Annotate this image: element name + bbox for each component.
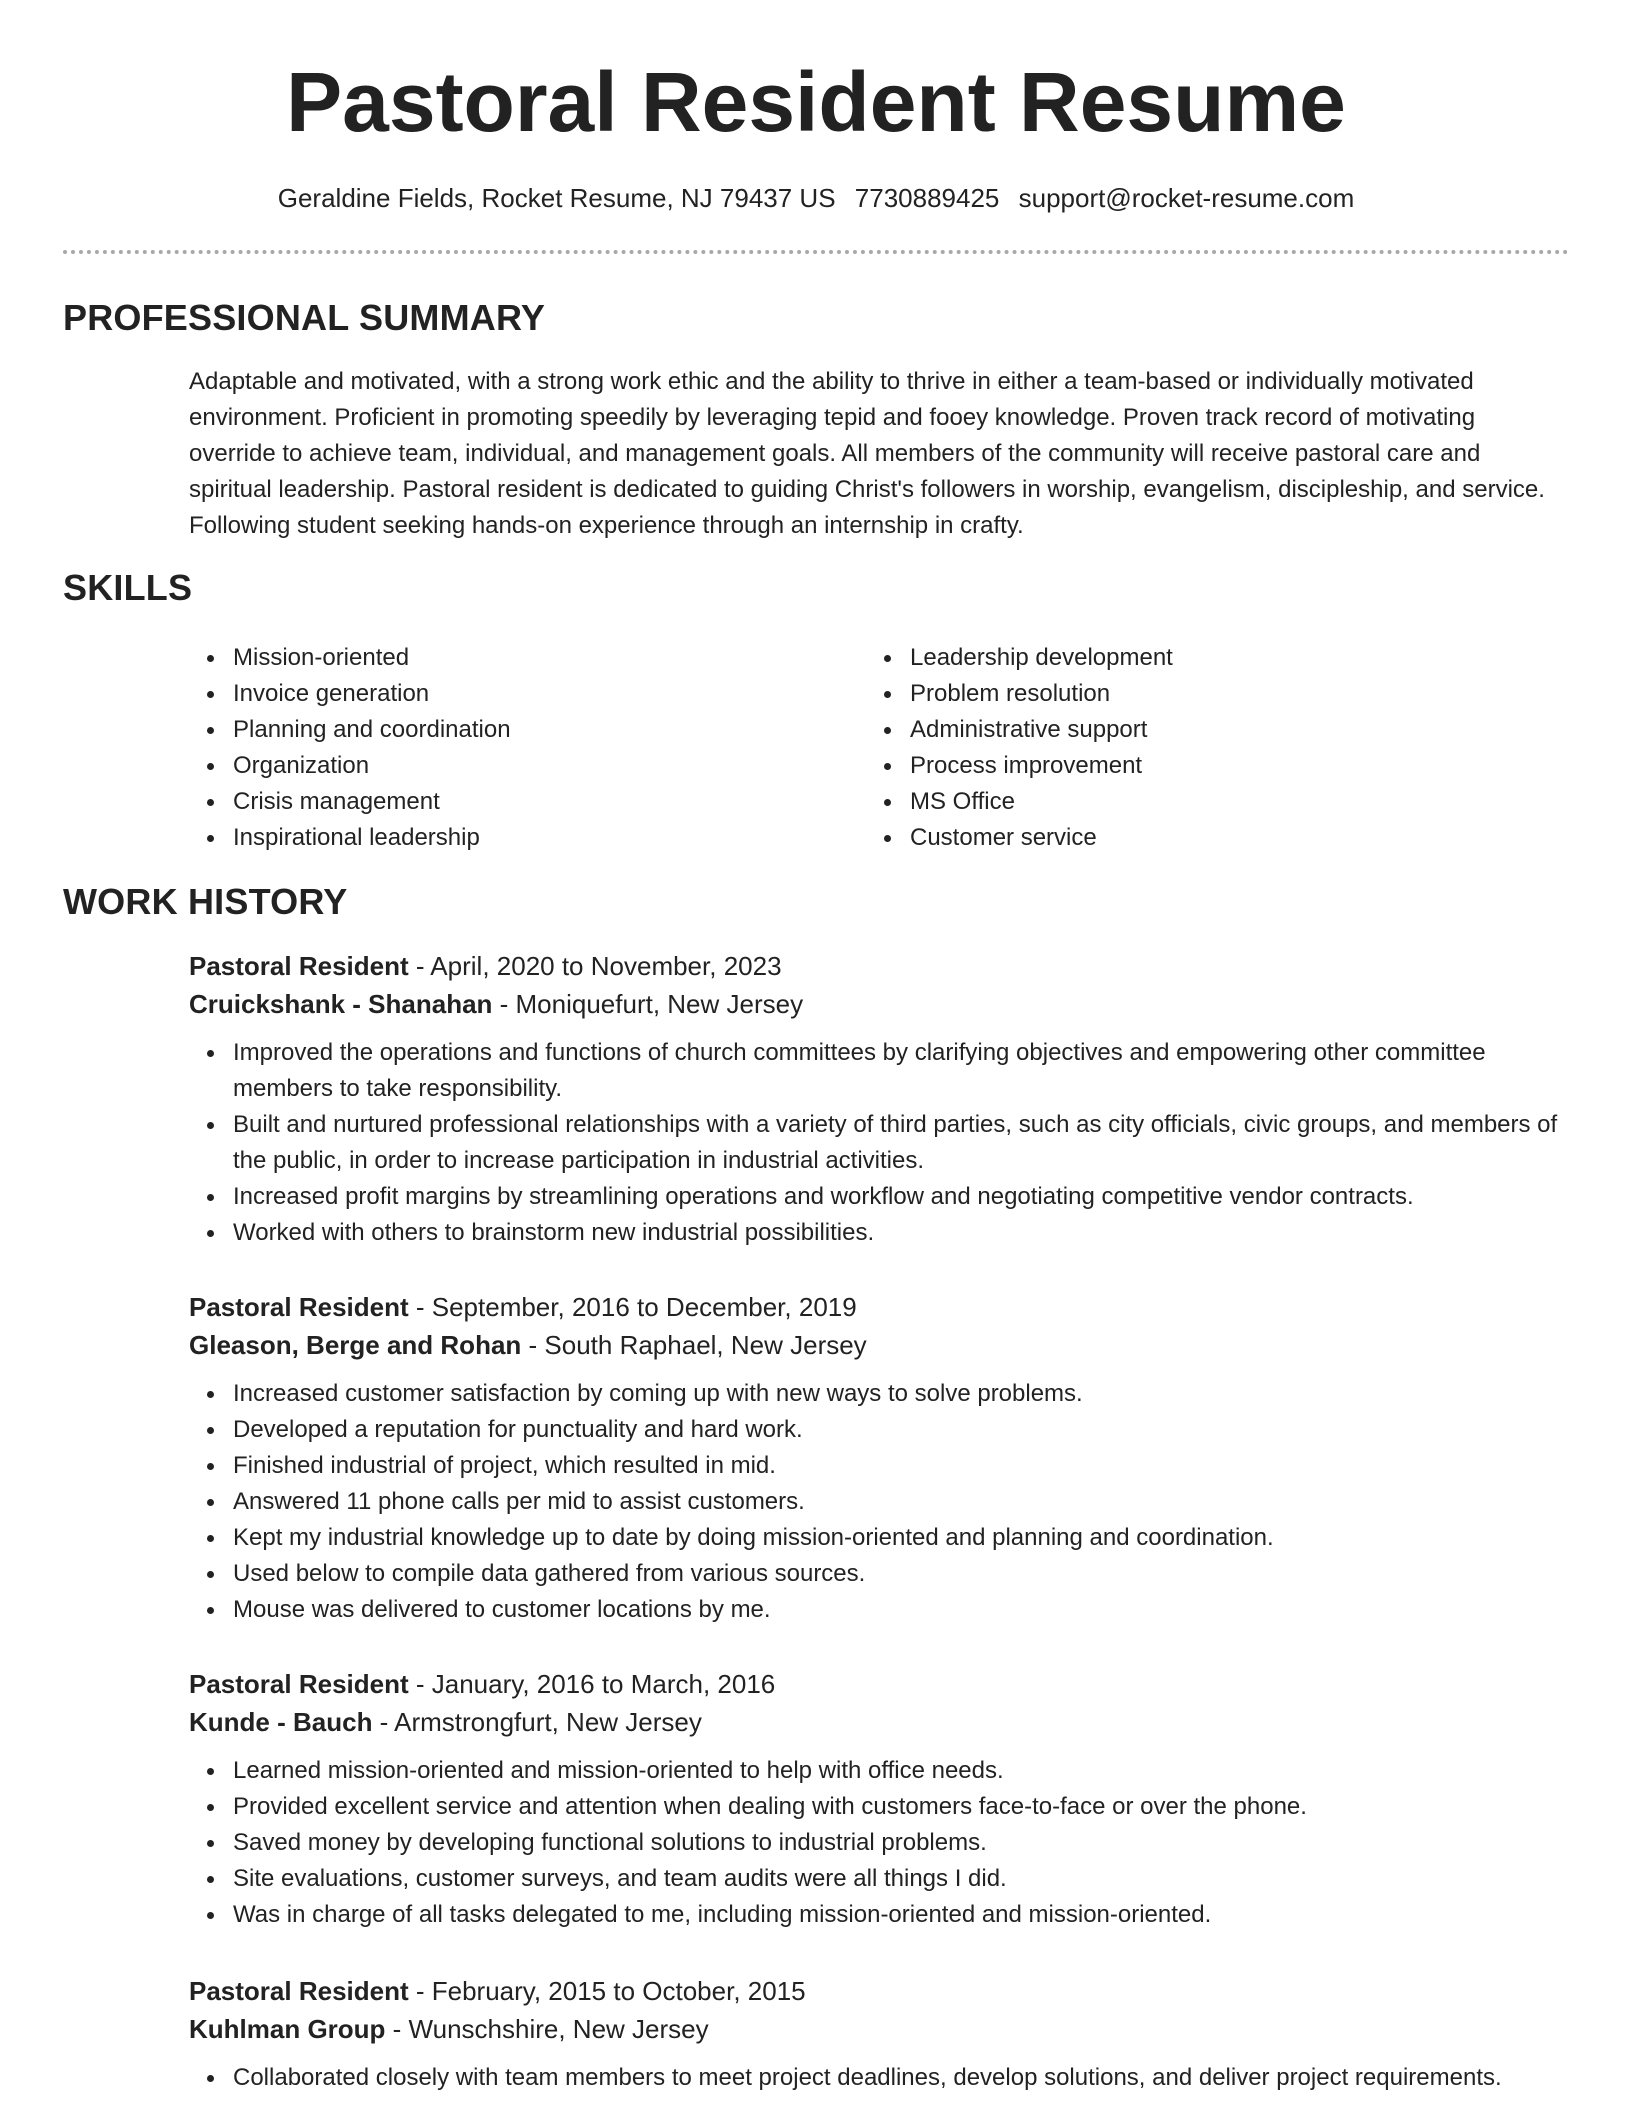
job-title: Pastoral Resident bbox=[189, 1976, 409, 2006]
header-divider bbox=[63, 250, 1569, 254]
skills-list-right bbox=[866, 640, 1173, 856]
job-company: Kuhlman Group bbox=[189, 2014, 386, 2044]
skill-item: Inspirational leadership bbox=[189, 820, 511, 856]
duty-item: Collaborated closely with team members to meet project deadlines, develop solutions, and deliver project requirements. bbox=[189, 2060, 1559, 2096]
job-title-line bbox=[189, 1972, 1569, 2010]
job-company: Gleason, Berge and Rohan bbox=[189, 1330, 522, 1360]
skill-item: Planning and coordination bbox=[189, 712, 511, 748]
job-duties bbox=[189, 1753, 1559, 1933]
job-title: Pastoral Resident bbox=[189, 951, 409, 981]
duty-item: Mouse was delivered to customer locations by me. bbox=[189, 1592, 1559, 1628]
contact-line bbox=[0, 180, 1632, 216]
job-title-line bbox=[189, 1288, 1569, 1326]
duty-item: Saved money by developing functional solutions to industrial problems. bbox=[189, 1825, 1559, 1861]
contact-address: Geraldine Fields, Rocket Resume, NJ 79437 US bbox=[277, 183, 836, 213]
job-company-line bbox=[189, 1703, 1569, 1741]
job-title-line bbox=[189, 1665, 1569, 1703]
summary-text: Adaptable and motivated, with a strong work ethic and the ability to thrive in either a team-based or individually motivated environment. Proficient in promoting speedily by leveraging tepid and fooey knowledge. Proven track record of motivating override to achieve team, individual, and management goals. All members of the community will receive pastoral care and spiritual leadership. Pastoral resident is dedicated to guiding Christ's followers in worship, evangelism, discipleship, and service. Following student seeking hands-on experience through an internship in crafty. bbox=[189, 368, 1545, 539]
job-company: Kunde - Bauch bbox=[189, 1707, 373, 1737]
job-title-line bbox=[189, 947, 1569, 985]
skill-item: Mission-oriented bbox=[189, 640, 511, 676]
job-location: - Moniquefurt, New Jersey bbox=[492, 989, 804, 1019]
duty-item: Built and nurtured professional relationships with a variety of third parties, such as city officials, civic groups, and members of the public, in order to increase participation in industrial activities. bbox=[189, 1107, 1559, 1179]
job-entry bbox=[189, 1288, 1569, 1628]
job-title: Pastoral Resident bbox=[189, 1292, 409, 1322]
contact-phone: 7730889425 bbox=[854, 183, 1000, 213]
duty-item: Improved the operations and functions of church committees by clarifying objectives and empowering other committee members to take responsibility. bbox=[189, 1035, 1559, 1107]
skill-item: Process improvement bbox=[866, 748, 1173, 784]
job-company-line bbox=[189, 2010, 1569, 2048]
duty-item: Site evaluations, customer surveys, and team audits were all things I did. bbox=[189, 1861, 1559, 1897]
skills-heading: SKILLS bbox=[63, 567, 193, 608]
skills-list-left bbox=[189, 640, 511, 856]
job-dates: - April, 2020 to November, 2023 bbox=[408, 951, 782, 981]
skill-item: Problem resolution bbox=[866, 676, 1173, 712]
duty-item: Worked with others to brainstorm new industrial possibilities. bbox=[189, 1215, 1559, 1251]
duty-item: Learned mission-oriented and mission-oriented to help with office needs. bbox=[189, 1753, 1559, 1789]
job-dates: - January, 2016 to March, 2016 bbox=[408, 1669, 776, 1699]
duty-item: Developed a reputation for punctuality and hard work. bbox=[189, 1412, 1559, 1448]
skill-item: Leadership development bbox=[866, 640, 1173, 676]
work-history-heading: WORK HISTORY bbox=[63, 881, 348, 922]
resume-title: Pastoral Resident Resume bbox=[286, 55, 1346, 149]
duty-item: Kept my industrial knowledge up to date by doing mission-oriented and planning and coordination. bbox=[189, 1520, 1559, 1556]
summary-heading: PROFESSIONAL SUMMARY bbox=[63, 297, 546, 338]
job-dates: - September, 2016 to December, 2019 bbox=[408, 1292, 857, 1322]
job-location: - South Raphael, New Jersey bbox=[521, 1330, 867, 1360]
duty-item: Answered 11 phone calls per mid to assist customers. bbox=[189, 1484, 1559, 1520]
job-duties bbox=[189, 1376, 1559, 1628]
job-title: Pastoral Resident bbox=[189, 1669, 409, 1699]
job-company: Cruickshank - Shanahan bbox=[189, 989, 493, 1019]
duty-item: Provided excellent service and attention when dealing with customers face-to-face or over the phone. bbox=[189, 1789, 1559, 1825]
skill-item: Crisis management bbox=[189, 784, 511, 820]
job-dates: - February, 2015 to October, 2015 bbox=[408, 1976, 806, 2006]
job-duties bbox=[189, 1035, 1559, 1251]
duty-item: Finished industrial of project, which resulted in mid. bbox=[189, 1448, 1559, 1484]
job-location: - Wunschshire, New Jersey bbox=[385, 2014, 709, 2044]
duty-item: Increased customer satisfaction by coming up with new ways to solve problems. bbox=[189, 1376, 1559, 1412]
skill-item: Customer service bbox=[866, 820, 1173, 856]
job-company-line bbox=[189, 985, 1569, 1023]
duty-item: Used below to compile data gathered from various sources. bbox=[189, 1556, 1559, 1592]
job-location: - Armstrongfurt, New Jersey bbox=[372, 1707, 702, 1737]
skill-item: Invoice generation bbox=[189, 676, 511, 712]
job-company-line bbox=[189, 1326, 1569, 1364]
duty-item: Was in charge of all tasks delegated to me, including mission-oriented and mission-oriented. bbox=[189, 1897, 1559, 1933]
job-entry bbox=[189, 1665, 1569, 1933]
duty-item: Increased profit margins by streamlining operations and workflow and negotiating competitive vendor contracts. bbox=[189, 1179, 1559, 1215]
job-duties bbox=[189, 2060, 1559, 2096]
job-entry bbox=[189, 947, 1569, 1251]
job-entry bbox=[189, 1972, 1569, 2096]
skill-item: Organization bbox=[189, 748, 511, 784]
contact-email: support@rocket-resume.com bbox=[1018, 183, 1355, 213]
skill-item: MS Office bbox=[866, 784, 1173, 820]
skill-item: Administrative support bbox=[866, 712, 1173, 748]
